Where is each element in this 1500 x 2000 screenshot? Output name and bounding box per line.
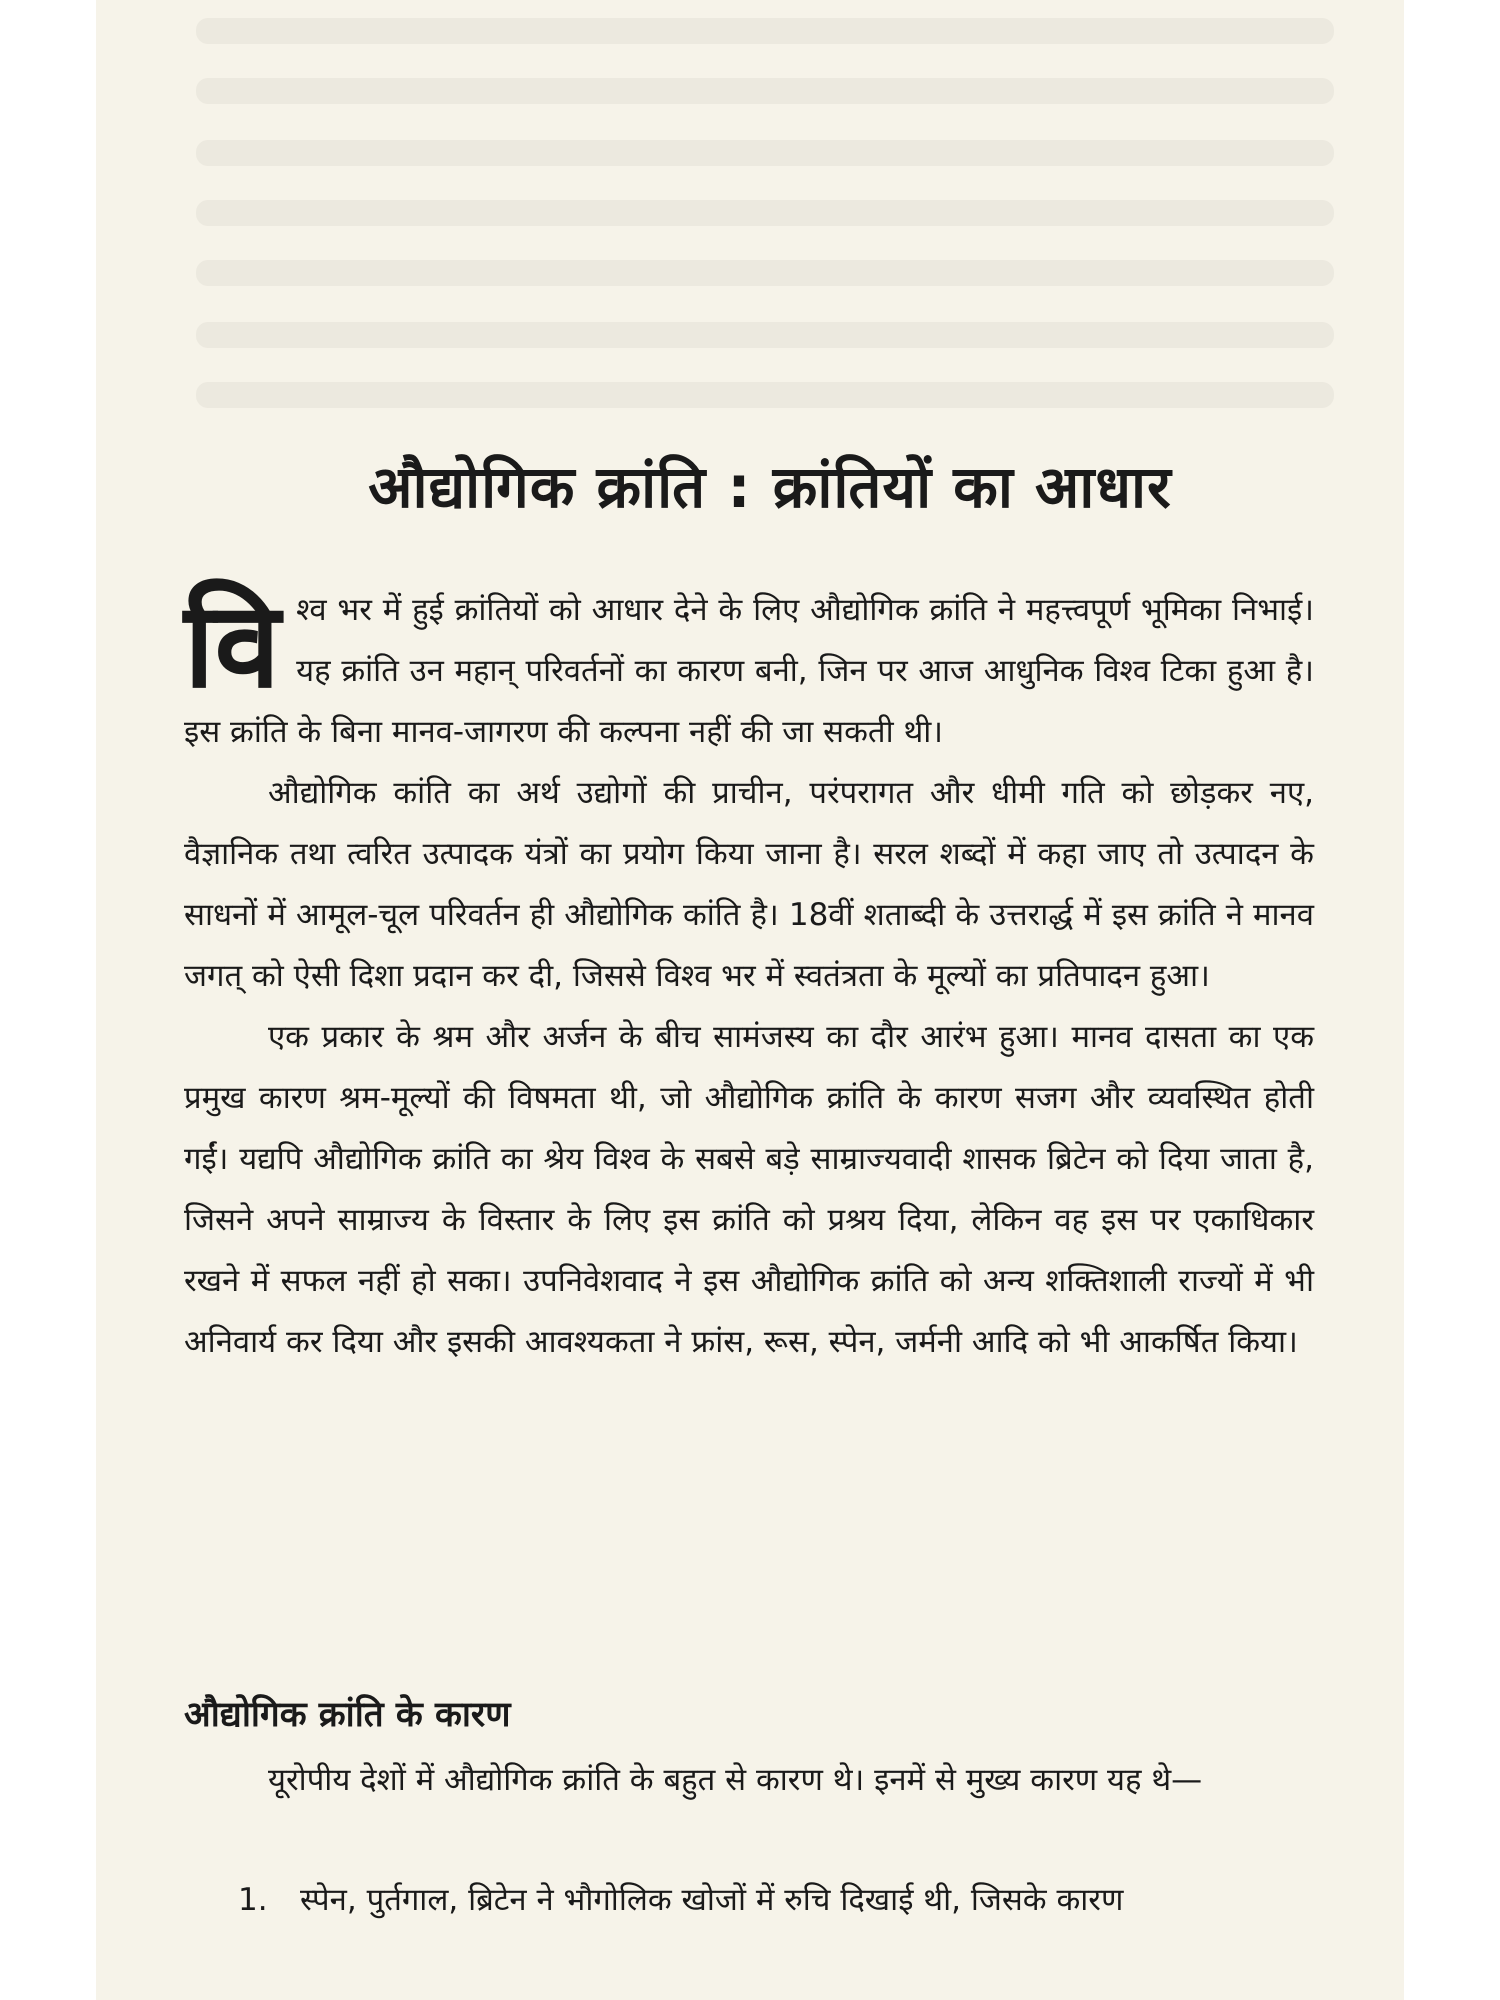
- bleed-through-line: [196, 78, 1334, 104]
- bleed-through-line: [196, 140, 1334, 166]
- list-text: स्पेन, पुर्तगाल, ब्रिटेन ने भौगोलिक खोजों में रुचि दिखाई थी, जिसके कारण: [300, 1882, 1124, 1918]
- section-heading: औद्योगिक क्रांति के कारण: [184, 1695, 511, 1735]
- main-text: [184, 576, 1314, 1373]
- bleed-through-line: [196, 18, 1334, 44]
- bleed-through-line: [196, 382, 1334, 408]
- drop-cap: वि: [184, 576, 281, 714]
- intro-text: श्व भर में हुई क्रांतियों को आधार देने के लिए औद्योगिक क्रांति ने महत्त्वपूर्ण भूमिका निभाई। यह क्रांति उन महान् परिवर्तनों का कारण बनी, जिन पर आज आधुनिक विश्व टिका हुआ है। इस क्रांति के बिना मानव-जागरण की कल्पना नहीं की जा सकती थी।: [184, 592, 1314, 750]
- bleed-through-line: [196, 322, 1334, 348]
- list-item: [238, 1870, 1314, 1931]
- intro-paragraph: [184, 576, 1314, 763]
- paragraph-labour: एक प्रकार के श्रम और अर्जन के बीच सामंजस्य का दौर आरंभ हुआ। मानव दासता का एक प्रमुख कारण श्रम-मूल्यों की विषमता थी, जो औद्योगिक क्रांति के कारण सजग और व्यवस्थित होती गईं। यद्यपि औद्योगिक क्रांति का श्रेय विश्व के सबसे बड़े साम्राज्यवादी शासक ब्रिटेन को दिया जाता है, जिसने अपने साम्राज्य के विस्तार के लिए इस क्रांति को प्रश्रय दिया, लेकिन वह इस पर एकाधिकार रखने में सफल नहीं हो सका। उपनिवेशवाद ने इस औद्योगिक क्रांति को अन्य शक्तिशाली राज्यों में भी अनिवार्य कर दिया और इसकी आवश्यकता ने फ्रांस, रूस, स्पेन, जर्मनी आदि को भी आकर्षित किया।: [184, 1019, 1314, 1360]
- page-title: औद्योगिक क्रांति : क्रांतियों का आधार: [368, 453, 1172, 521]
- section-intro: यूरोपीय देशों में औद्योगिक क्रांति के बहुत से कारण थे। इनमें से मुख्य कारण यह थे—: [268, 1762, 1203, 1798]
- list-number: 1.: [238, 1882, 268, 1918]
- paragraph-definition: औद्योगिक कांति का अर्थ उद्योगों की प्राचीन, परंपरागत और धीमी गति को छोड़कर नए, वैज्ञानिक तथा त्वरित उत्पादक यंत्रों का प्रयोग किया जाना है। सरल शब्दों में कहा जाए तो उत्पादन के साधनों में आमूल-चूल परिवर्तन ही औद्योगिक कांति है। 18वीं शताब्दी के उत्तरार्द्ध में इस क्रांति ने मानव जगत् को ऐसी दिशा प्रदान कर दी, जिससे विश्व भर में स्वतंत्रता के मूल्यों का प्रतिपादन हुआ।: [184, 775, 1314, 994]
- bleed-through-line: [196, 260, 1334, 286]
- book-page: [96, 0, 1404, 2000]
- section-text: [184, 1750, 1314, 1811]
- bleed-through-line: [196, 200, 1334, 226]
